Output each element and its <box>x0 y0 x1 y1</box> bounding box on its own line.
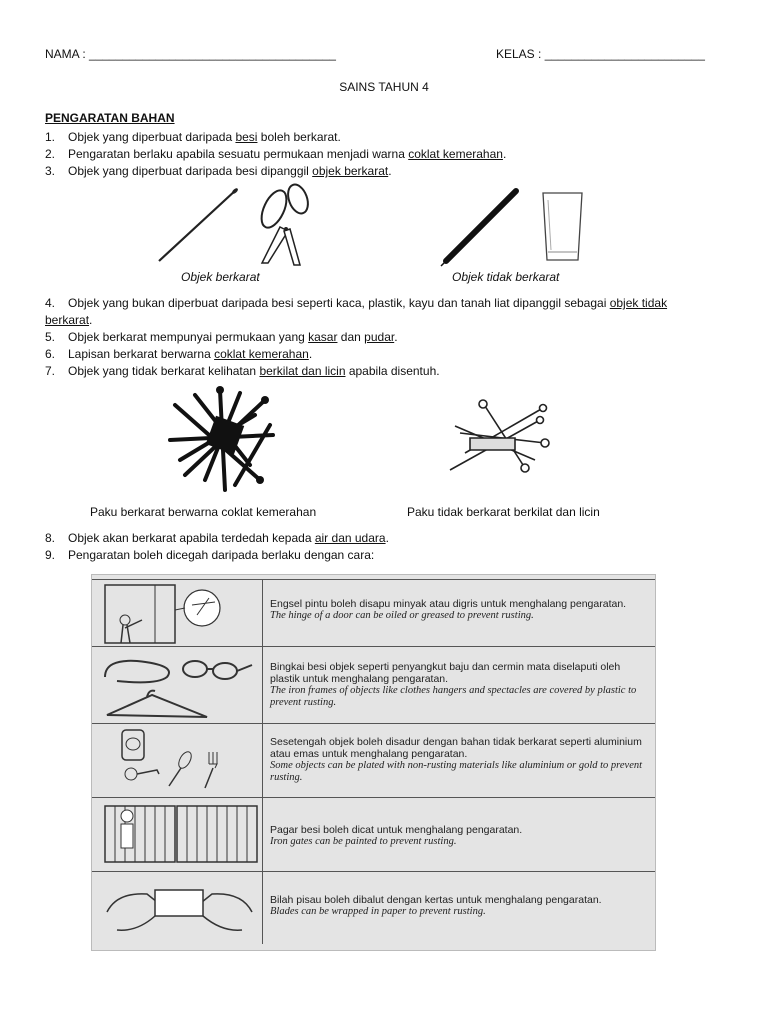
table-row <box>92 579 655 647</box>
text-english: Some objects can be plated with non-rusting materials like aluminium or gold to prevent rusting. <box>270 760 643 783</box>
table-text <box>270 598 647 622</box>
point-4-continued <box>45 312 708 329</box>
point-5 <box>45 329 708 346</box>
point-text: Lapisan berkarat berwarna <box>68 347 215 361</box>
point-8 <box>45 530 708 547</box>
point-number: 2. <box>45 147 56 161</box>
plated-objects-illustration <box>97 724 263 798</box>
shiny-nails-illustration <box>445 398 555 478</box>
text-english: Iron gates can be painted to prevent rusting. <box>270 836 457 847</box>
text-english: The hinge of a door can be oiled or greased to prevent rusting. <box>270 610 534 621</box>
caption-rusty-objects: Objek berkarat <box>181 270 260 284</box>
point-7 <box>45 363 708 380</box>
table-text <box>270 824 647 848</box>
point-text: Objek yang tidak berkarat kelihatan <box>68 364 260 378</box>
point-text: Objek yang diperbuat daripada besi dipanggil <box>68 164 313 178</box>
glass-illustration <box>540 190 585 265</box>
name-label: NAMA : <box>45 47 86 61</box>
class-field <box>496 47 705 61</box>
point-text: Objek yang diperbuat daripada <box>68 130 236 144</box>
subject-title: SAINS TAHUN 4 <box>339 80 429 94</box>
table-text <box>270 736 647 784</box>
class-line: ________________________ <box>544 47 705 61</box>
point-keyword: objek tidak <box>609 296 668 310</box>
scissors-illustration <box>250 183 325 268</box>
table-row <box>92 871 655 944</box>
text-malay: Sesetengah objek boleh disadur dengan bahan tidak berkarat seperti aluminium atau emas untuk menghalang pengaratan. <box>270 736 642 760</box>
point-keyword: berkilat dan licin <box>259 364 346 378</box>
point-2 <box>45 146 708 163</box>
table-row <box>92 646 655 724</box>
point-keyword: objek berkarat <box>312 164 389 178</box>
class-label: KELAS : <box>496 47 542 61</box>
point-text-mid: dan <box>337 330 365 344</box>
point-number: 5. <box>45 330 56 344</box>
hanger-spectacles-illustration <box>97 647 263 724</box>
point-9 <box>45 547 708 564</box>
point-text-end: . <box>89 313 93 327</box>
table-text <box>270 661 647 709</box>
point-text-end: apabila disentuh. <box>345 364 440 378</box>
caption-rusty-nails: Paku berkarat berwarna coklat kemerahan <box>90 505 317 519</box>
text-malay: Bingkai besi objek seperti penyangkut baju dan cermin mata diselaputi oleh plastik untuk menghalang pengaratan. <box>270 661 621 685</box>
point-keyword: besi <box>235 130 258 144</box>
point-text: Objek berkarat mempunyai permukaan yang <box>68 330 309 344</box>
table-row <box>92 797 655 872</box>
point-1 <box>45 129 708 146</box>
point-3 <box>45 163 708 180</box>
point-text-end: . <box>308 347 313 361</box>
point-keyword-2: pudar <box>364 330 395 344</box>
point-number: 8. <box>45 531 56 545</box>
point-text: Objek yang bukan diperbuat daripada besi seperti kaca, plastik, kayu dan tanah liat dipanggil sebagai <box>68 296 610 310</box>
rusty-nails-illustration <box>165 385 280 495</box>
point-text: Pengaratan boleh dicegah daripada berlaku dengan cara: <box>68 548 375 562</box>
point-keyword: air dan udara <box>314 531 386 545</box>
needle-illustration <box>155 185 245 265</box>
name-line: _____________________________________ <box>89 47 336 61</box>
point-keyword: coklat kemerahan <box>408 147 503 161</box>
text-malay: Pagar besi boleh dicat untuk menghalang pengaratan. <box>270 824 523 836</box>
point-text-end: boleh berkarat. <box>257 130 341 144</box>
point-text-end: . <box>502 147 507 161</box>
point-text-end: . <box>385 531 389 545</box>
point-number: 1. <box>45 130 56 144</box>
point-keyword: berkarat <box>45 313 90 327</box>
point-keyword: coklat kemerahan <box>214 347 309 361</box>
caption-non-rusty-objects: Objek tidak berkarat <box>452 270 560 284</box>
point-number: 6. <box>45 347 56 361</box>
pen-illustration <box>438 183 523 268</box>
name-field <box>45 47 336 61</box>
painted-gate-illustration <box>97 798 263 872</box>
table-row <box>92 723 655 798</box>
point-text: Objek akan berkarat apabila terdedah kepada <box>68 531 315 545</box>
text-english: The iron frames of objects like clothes hangers and spectacles are covered by plastic to prevent rusting. <box>270 685 637 708</box>
section-title: PENGARATAN BAHAN <box>45 111 175 125</box>
point-number: 9. <box>45 548 56 562</box>
door-hinge-illustration <box>97 580 263 647</box>
table-text <box>270 894 647 918</box>
point-keyword: kasar <box>308 330 338 344</box>
point-6 <box>45 346 708 363</box>
point-number: 4. <box>45 296 56 310</box>
rust-prevention-table <box>91 574 656 951</box>
caption-shiny-nails: Paku tidak berkarat berkilat dan licin <box>407 505 600 519</box>
point-text-end: . <box>394 330 398 344</box>
text-english: Blades can be wrapped in paper to prevent rusting. <box>270 906 486 917</box>
text-malay: Bilah pisau boleh dibalut dengan kertas untuk menghalang pengaratan. <box>270 894 602 906</box>
point-text-end: . <box>388 164 392 178</box>
point-number: 7. <box>45 364 56 378</box>
point-text: Pengaratan berlaku apabila sesuatu permukaan menjadi warna <box>68 147 409 161</box>
wrapped-blade-illustration <box>97 872 263 944</box>
text-malay: Engsel pintu boleh disapu minyak atau digris untuk menghalang pengaratan. <box>270 598 627 610</box>
point-4 <box>45 295 708 312</box>
point-number: 3. <box>45 164 56 178</box>
